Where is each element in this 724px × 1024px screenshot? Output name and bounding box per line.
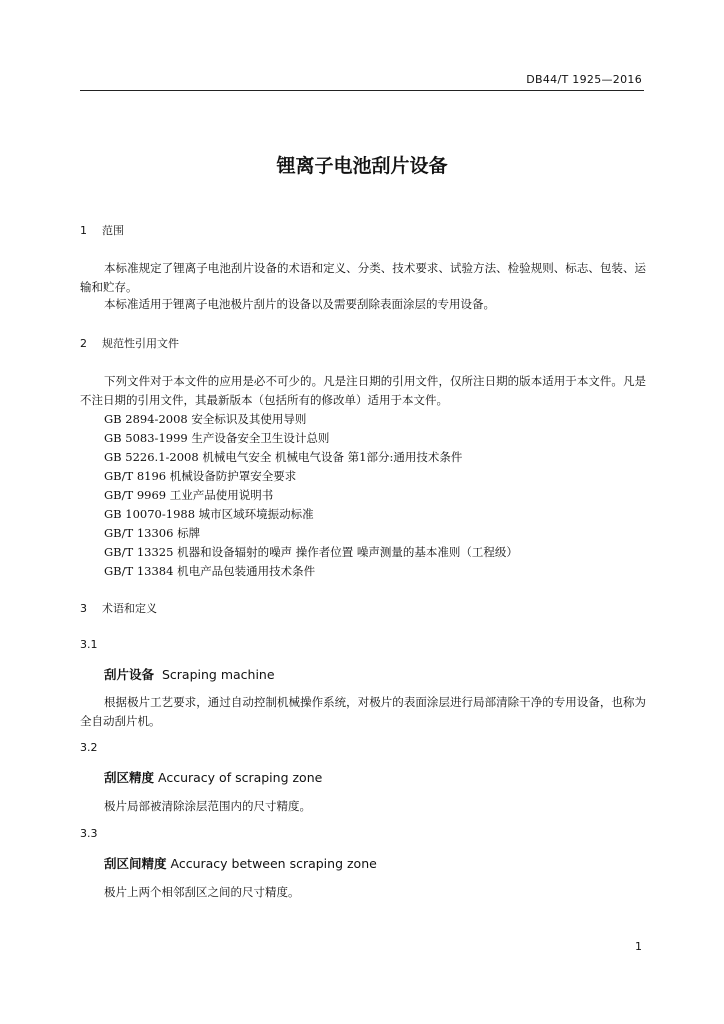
section-title: 术语和定义 bbox=[102, 602, 157, 615]
reference-item: GB/T 13325 机器和设备辐射的噪声 操作者位置 噪声测量的基本准则（工程级） bbox=[104, 545, 518, 559]
section-1-heading bbox=[80, 222, 124, 238]
term-name-cn: 刮区精度 bbox=[104, 770, 155, 785]
term-name-en: Accuracy of scraping zone bbox=[158, 770, 323, 785]
reference-item: GB 2894-2008 安全标识及其使用导则 bbox=[104, 412, 307, 426]
section-title: 范围 bbox=[102, 224, 124, 237]
reference-item: GB 5226.1-2008 机械电气安全 机械电气设备 第1部分:通用技术条件 bbox=[104, 450, 463, 464]
section-3-heading bbox=[80, 600, 157, 616]
reference-item: GB/T 13306 标牌 bbox=[104, 526, 201, 540]
reference-item: GB 10070-1988 城市区域环境振动标准 bbox=[104, 507, 314, 521]
term-number: 3.3 bbox=[80, 827, 98, 840]
reference-item: GB/T 8196 机械设备防护罩安全要求 bbox=[104, 469, 297, 483]
term-number: 3.1 bbox=[80, 638, 98, 651]
term-heading bbox=[104, 665, 275, 683]
references-intro: 下列文件对于本文件的应用是必不可少的。凡是注日期的引用文件，仅所注日期的版本适用于本文件。凡是不注日期的引用文件，其最新版本（包括所有的修改单）适用于本文件。 bbox=[80, 374, 646, 407]
term-name-cn: 刮片设备 bbox=[104, 667, 155, 682]
term-heading bbox=[104, 768, 322, 786]
term-definition: 极片上两个相邻刮区之间的尺寸精度。 bbox=[104, 885, 300, 899]
section-number: 1 bbox=[80, 224, 87, 237]
term-name-en: Scraping machine bbox=[161, 667, 275, 682]
document-title: 锂离子电池刮片设备 bbox=[276, 155, 448, 177]
term-definition: 极片局部被清除涂层范围内的尺寸精度。 bbox=[104, 799, 311, 813]
reference-item: GB/T 9969 工业产品使用说明书 bbox=[104, 488, 274, 502]
term-definition: 根据极片工艺要求，通过自动控制机械操作系统，对极片的表面涂层进行局部清除干净的专用设备，也称为全自动刮片机。 bbox=[80, 695, 646, 728]
scope-paragraph-2: 本标准适用于锂离子电池极片刮片的设备以及需要刮除表面涂层的专用设备。 bbox=[104, 297, 495, 311]
reference-item: GB/T 13384 机电产品包装通用技术条件 bbox=[104, 564, 316, 578]
scope-paragraph-1: 本标准规定了锂离子电池刮片设备的术语和定义、分类、技术要求、试验方法、检验规则、标志、包装、运输和贮存。 bbox=[80, 261, 646, 294]
section-2-heading bbox=[80, 335, 179, 351]
header-rule bbox=[80, 90, 644, 91]
reference-item: GB 5083-1999 生产设备安全卫生设计总则 bbox=[104, 431, 330, 445]
section-number: 3 bbox=[80, 602, 87, 615]
term-name-en: Accuracy between scraping zone bbox=[170, 856, 377, 871]
section-title: 规范性引用文件 bbox=[102, 337, 179, 350]
section-number: 2 bbox=[80, 337, 87, 350]
page-number: 1 bbox=[635, 940, 642, 953]
term-heading bbox=[104, 854, 377, 872]
document-code: DB44/T 1925—2016 bbox=[526, 73, 642, 86]
term-name-cn: 刮区间精度 bbox=[104, 856, 167, 871]
term-number: 3.2 bbox=[80, 741, 98, 754]
